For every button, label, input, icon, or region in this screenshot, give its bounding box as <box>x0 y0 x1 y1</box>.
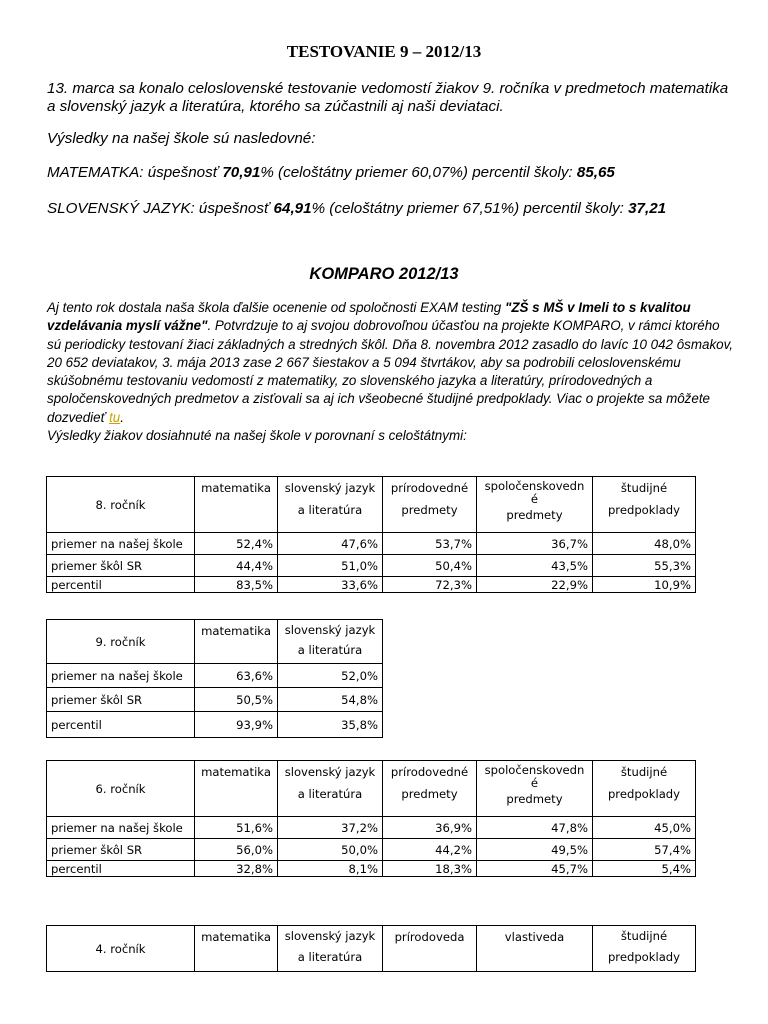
col-header-social-line1b: é <box>530 492 539 506</box>
table-cell: 93,9% <box>195 712 278 738</box>
col-header-math: matematika <box>195 477 278 533</box>
table-cell: 43,5% <box>477 555 593 577</box>
col-header-slovak <box>278 761 383 817</box>
komparo-part3: . <box>120 409 124 425</box>
table-cell: 18,3% <box>383 861 477 877</box>
col-header-slovak-line1: slovenský jazyk <box>284 929 376 943</box>
row-label: percentil <box>47 577 195 593</box>
col-header-homeland-studies: vlastiveda <box>477 926 593 972</box>
col-header-science-line1: prírodovedné <box>390 481 469 495</box>
col-header-social-line1: spoločenskovedn <box>484 763 585 777</box>
table-cell: 45,0% <box>593 817 696 839</box>
table-row <box>47 688 383 712</box>
col-header-slovak-line2: a literatúra <box>297 787 363 801</box>
table-cell: 47,8% <box>477 817 593 839</box>
komparo-results-line: Výsledky žiakov dosiahnuté na našej škole v porovnaní s celoštátnymi: <box>47 428 467 444</box>
col-header-natural-science: prírodoveda <box>383 926 477 972</box>
table-cell: 54,8% <box>278 688 383 712</box>
table-cell: 57,4% <box>593 839 696 861</box>
table-body <box>47 817 696 877</box>
results-table-grade-6 <box>46 760 696 877</box>
row-label: percentil <box>47 712 195 738</box>
table-body <box>47 664 383 738</box>
results-table-grade-9 <box>46 619 383 738</box>
col-header-slovak <box>278 926 383 972</box>
table-row <box>47 577 696 593</box>
col-header-aptitude <box>593 926 696 972</box>
slovak-label: SLOVENSKÝ JAZYK: úspešnosť <box>47 200 274 217</box>
col-header-science <box>383 761 477 817</box>
table-cell: 33,6% <box>278 577 383 593</box>
table-body <box>47 533 696 593</box>
table-cell: 49,5% <box>477 839 593 861</box>
table-cell: 36,9% <box>383 817 477 839</box>
komparo-part2: . Potvrdzuje to aj svojou dobrovoľnou účasťou na projekte KOMPARO, v rámci ktorého sú periodicky testovaní žiaci základných a stredných škôl. Dňa 8. novembra 2012 zasadlo do lavíc 10 042 ôsmakov, 20 652 deviatakov, 3. mája 2013 zase 2 667 šiestakov a 5 094 štvrtákov, aby sa podrobili celoslovenskému skúšobnému testovaniu vedomostí z matematiky, zo slovenského jazyka a literatúry, prírodovedných a spoločenskovedných predmetov a zisťovali sa aj ich všeobecné študijné predpoklady. Viac o projekte sa môžete dozvedieť <box>47 318 734 425</box>
table-cell: 37,2% <box>278 817 383 839</box>
komparo-title: KOMPARO 2012/13 <box>309 265 459 283</box>
row-label: priemer škôl SR <box>47 555 195 577</box>
table-cell: 47,6% <box>278 533 383 555</box>
grade-label: 9. ročník <box>47 620 195 664</box>
results-table-grade-8 <box>46 476 696 593</box>
komparo-paragraph <box>47 299 737 445</box>
row-label: priemer škôl SR <box>47 839 195 861</box>
col-header-aptitude-line1: študijné <box>620 765 668 779</box>
table-cell: 50,4% <box>383 555 477 577</box>
table-cell: 10,9% <box>593 577 696 593</box>
col-header-slovak-line1: slovenský jazyk <box>284 481 376 495</box>
col-header-social-line1b: é <box>530 776 539 790</box>
col-header-social <box>477 477 593 533</box>
col-header-social-line2: predmety <box>506 508 563 522</box>
col-header-slovak-line2: a literatúra <box>297 643 363 657</box>
table-cell: 51,0% <box>278 555 383 577</box>
slovak-percentile: 37,21 <box>628 200 667 217</box>
table-row <box>47 839 696 861</box>
komparo-part1: Aj tento rok dostala naša škola ďalšie ocenenie od spoločnosti EXAM testing <box>47 300 505 315</box>
grade-label: 6. ročník <box>47 761 195 817</box>
col-header-social <box>477 761 593 817</box>
table-cell: 44,4% <box>195 555 278 577</box>
results-intro: Výsledky na našej škole sú nasledovné: <box>47 130 316 147</box>
col-header-slovak <box>278 620 383 664</box>
table-cell: 44,2% <box>383 839 477 861</box>
col-header-math: matematika <box>195 620 278 664</box>
table-cell: 52,0% <box>278 664 383 688</box>
komparo-quote: "ZŠ s MŠ v Imeli to s kvalitou vzdelávania myslí vážne" <box>47 300 691 334</box>
col-header-aptitude-line1: študijné <box>620 929 668 943</box>
col-header-aptitude-line1: študijné <box>620 481 668 495</box>
col-header-aptitude <box>593 477 696 533</box>
page-title: TESTOVANIE 9 – 2012/13 <box>286 42 482 61</box>
col-header-math: matematika <box>195 761 278 817</box>
col-header-science-line1: prírodovedné <box>390 765 469 779</box>
col-header-social-line2: predmety <box>506 792 563 806</box>
math-middle: % (celoštátny priemer 60,07%) percentil školy: <box>260 164 577 181</box>
table-cell: 56,0% <box>195 839 278 861</box>
table-cell: 32,8% <box>195 861 278 877</box>
table-cell: 22,9% <box>477 577 593 593</box>
col-header-slovak-line1: slovenský jazyk <box>284 765 376 779</box>
col-header-aptitude-line2: predpoklady <box>607 787 681 801</box>
table-cell: 55,3% <box>593 555 696 577</box>
table-row <box>47 533 696 555</box>
table-cell: 50,0% <box>278 839 383 861</box>
row-label: percentil <box>47 861 195 877</box>
intro-paragraph: 13. marca sa konalo celoslovenské testovanie vedomostí žiakov 9. ročníka v predmetoch matematika a slovenský jazyk a literatúra, ktorého sa zúčastnili aj naši deviataci. <box>47 80 729 115</box>
table-cell: 83,5% <box>195 577 278 593</box>
row-label: priemer na našej škole <box>47 817 195 839</box>
komparo-link[interactable]: tu <box>109 409 121 425</box>
slovak-success: 64,91 <box>273 200 312 217</box>
grade-label: 4. ročník <box>47 926 195 972</box>
table-row <box>47 555 696 577</box>
math-percentile: 85,65 <box>576 164 615 181</box>
table-cell: 72,3% <box>383 577 477 593</box>
col-header-aptitude-line2: predpoklady <box>607 950 681 964</box>
table-cell: 48,0% <box>593 533 696 555</box>
table-cell: 53,7% <box>383 533 477 555</box>
table-row <box>47 664 383 688</box>
table-cell: 52,4% <box>195 533 278 555</box>
col-header-slovak-line1: slovenský jazyk <box>284 623 376 637</box>
table-cell: 63,6% <box>195 664 278 688</box>
row-label: priemer na našej škole <box>47 664 195 688</box>
table-row <box>47 861 696 877</box>
col-header-aptitude <box>593 761 696 817</box>
table-cell: 5,4% <box>593 861 696 877</box>
col-header-math: matematika <box>195 926 278 972</box>
table-cell: 50,5% <box>195 688 278 712</box>
results-table-grade-4 <box>46 925 696 972</box>
grade-label: 8. ročník <box>47 477 195 533</box>
slovak-middle: % (celoštátny priemer 67,51%) percentil školy: <box>311 200 629 217</box>
col-header-science <box>383 477 477 533</box>
col-header-social-line1: spoločenskovedn <box>484 479 585 493</box>
math-success: 70,91 <box>222 164 261 181</box>
math-label: MATEMATKA: úspešnosť <box>47 164 223 181</box>
col-header-slovak-line2: a literatúra <box>297 503 363 517</box>
table-cell: 45,7% <box>477 861 593 877</box>
table-cell: 36,7% <box>477 533 593 555</box>
slovak-result-line <box>47 200 737 218</box>
table-row <box>47 712 383 738</box>
table-cell: 51,6% <box>195 817 278 839</box>
col-header-slovak-line2: a literatúra <box>297 950 363 964</box>
col-header-science-line2: predmety <box>401 503 458 517</box>
row-label: priemer na našej škole <box>47 533 195 555</box>
table-row <box>47 817 696 839</box>
col-header-aptitude-line2: predpoklady <box>607 503 681 517</box>
col-header-slovak <box>278 477 383 533</box>
table-cell: 35,8% <box>278 712 383 738</box>
row-label: priemer škôl SR <box>47 688 195 712</box>
table-cell: 8,1% <box>278 861 383 877</box>
col-header-science-line2: predmety <box>401 787 458 801</box>
math-result-line <box>47 164 737 182</box>
